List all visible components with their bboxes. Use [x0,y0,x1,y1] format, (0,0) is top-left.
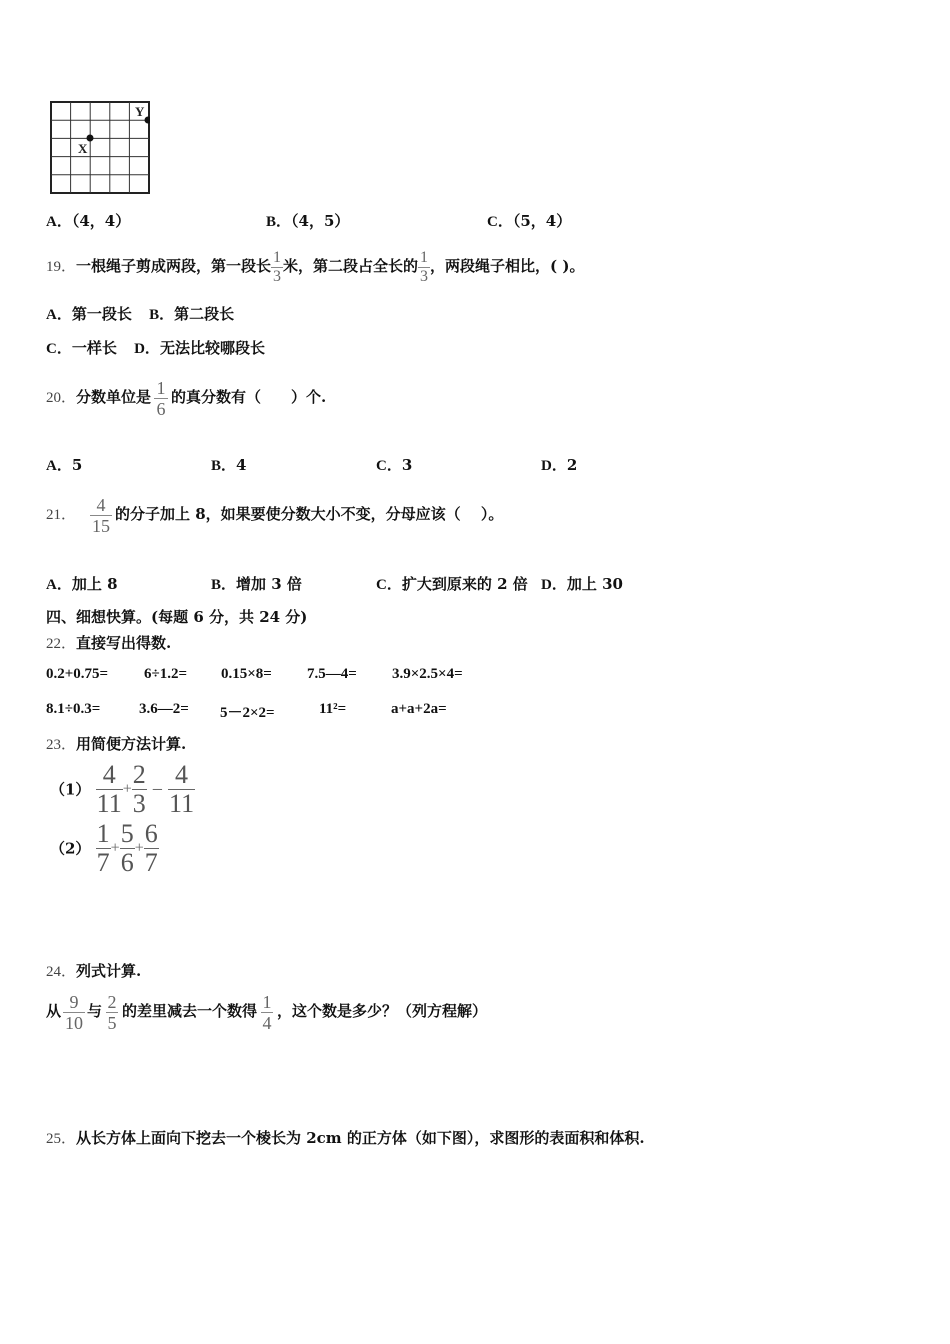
q21-question [46,489,503,540]
option-letter: D． [541,577,567,593]
question-text: 的真分数有（ ）个. [171,388,327,406]
option-text: 3 [401,456,413,474]
denominator: 7 [96,848,110,877]
calc-item: 0.15×8= [221,666,272,682]
question-text: ，两段绳子相比，( )。 [430,257,585,275]
q21-option-a[interactable] [46,574,118,595]
option-letter: A． [46,307,72,323]
fraction [90,496,112,535]
minus-operator: − [151,778,164,801]
option-text: 增加 3 倍 [236,575,302,593]
coordinate-grid-figure [50,101,149,193]
q19-options-row-1 [46,304,234,325]
question-text: 一根绳子剪成两段，第一段长 [76,257,272,275]
fraction [154,379,168,418]
q24-question [46,961,141,982]
question-text: 米，第二段占全长的 [283,257,419,275]
q23-item-2 [50,821,159,876]
question-text: 的分子加上 8，如果要使分数大小不变，分母应该（ ）。 [115,505,504,523]
numerator: 2 [132,760,146,789]
grid-icon [50,101,150,194]
denominator: 7 [144,848,158,877]
fraction [132,762,147,817]
numerator: 1 [273,248,282,266]
q19-option-b[interactable] [149,305,234,323]
problem-text: ，这个数是多少？（列方程解） [277,1002,488,1020]
question-number: 21． [46,507,77,523]
q20-option-b[interactable] [211,455,246,476]
q18-option-a[interactable] [46,211,130,232]
fraction [120,821,135,876]
fraction [96,821,111,876]
option-letter: C． [487,214,513,230]
numerator: 4 [102,760,116,789]
option-text: 5 [71,456,83,474]
numerator: 4 [175,760,189,789]
item-label: （1） [50,780,91,799]
plus-operator: + [134,839,144,857]
fraction [96,762,123,817]
numerator: 1 [420,248,429,266]
option-letter: D． [134,341,160,357]
calc-item: 3.6—2= [139,701,189,717]
option-text: （4，4） [71,212,131,230]
fraction [261,993,273,1032]
fraction [63,993,85,1032]
question-text: 直接写出得数. [76,634,172,652]
denominator: 11 [96,789,122,818]
fraction [168,762,195,817]
numerator: 6 [144,819,158,848]
question-text: 列式计算. [76,962,142,980]
q21-option-d[interactable] [541,574,623,595]
denominator: 4 [262,1012,272,1033]
q23-question [46,734,186,755]
q22-question [46,633,171,654]
q19-question [46,246,584,287]
q24-problem [46,986,487,1036]
option-text: 第一段长 [71,305,132,323]
question-number: 25． [46,1131,77,1147]
option-text: 2 [566,456,578,474]
fraction [106,993,118,1032]
q20-question [46,372,326,423]
option-text: （4，5） [291,212,350,230]
q19-options-row-2 [46,338,265,359]
denominator: 10 [65,1012,84,1033]
option-text: 无法比较哪段长 [159,339,265,357]
question-number: 20． [46,390,77,406]
question-number: 23． [46,737,77,753]
option-letter: B． [266,214,292,230]
calc-item: 11²= [319,701,347,717]
option-text: （5，4） [512,212,572,230]
calc-item: 5－2×2= [220,705,275,721]
calc-item: 0.2+0.75= [46,666,109,682]
option-letter: C． [376,458,402,474]
question-number: 24． [46,964,77,980]
denominator: 5 [107,1012,117,1033]
problem-text: 从 [46,1002,62,1020]
denominator: 3 [273,267,282,285]
fraction [418,250,430,285]
q20-option-a[interactable] [46,455,82,476]
option-text: 第二段长 [174,305,235,323]
option-text: 加上 30 [566,575,623,593]
q19-option-c[interactable] [46,339,117,357]
q23-item-1 [50,762,195,817]
q20-option-d[interactable] [541,455,577,476]
option-letter: C． [376,577,402,593]
q21-option-b[interactable] [211,574,302,595]
denominator: 3 [420,267,429,285]
plus-operator: + [110,839,120,857]
q21-option-c[interactable] [376,574,528,595]
option-letter: B． [211,458,237,474]
numerator: 1 [262,991,272,1012]
question-text: 用简便方法计算. [76,735,187,753]
calc-item: 8.1÷0.3= [46,701,101,717]
option-letter: A． [46,214,72,230]
fraction [144,821,159,876]
denominator: 11 [169,789,195,818]
option-letter: D． [541,458,567,474]
denominator: 6 [156,398,166,419]
numerator: 4 [96,494,106,515]
plus-operator: + [122,780,132,798]
option-letter: A． [46,458,72,474]
q18-option-c[interactable] [487,211,571,232]
denominator: 6 [120,848,134,877]
numerator: 9 [69,991,79,1012]
option-letter: B． [211,577,237,593]
question-text: 分数单位是 [76,388,152,406]
calc-item: a+a+2a= [391,701,447,717]
denominator: 15 [92,515,111,536]
option-text: 扩大到原来的 2 倍 [401,575,528,593]
option-text: 一样长 [71,339,117,357]
calc-item: 7.5—4= [307,666,357,682]
numerator: 5 [120,819,134,848]
q25-question [46,1128,645,1149]
numerator: 1 [156,377,166,398]
svg-text:Y: Y [135,104,145,119]
problem-text: 的差里减去一个数得 [122,1002,258,1020]
option-letter: B． [149,307,175,323]
numerator: 2 [107,991,117,1012]
q20-option-c[interactable] [376,455,412,476]
q19-option-a[interactable] [46,305,132,323]
option-text: 4 [236,456,247,474]
item-label: （2） [50,839,91,858]
option-letter: A． [46,577,72,593]
q18-option-b[interactable] [266,211,349,232]
denominator: 3 [132,789,146,818]
option-letter: C． [46,341,72,357]
fraction [271,250,283,285]
question-number: 19． [46,259,77,275]
q19-option-d[interactable] [134,339,265,357]
option-text: 加上 8 [71,575,118,593]
calc-item: 6÷1.2= [144,666,188,682]
question-text: 从长方体上面向下挖去一个棱长为 2cm 的正方体（如下图），求图形的表面积和体积. [76,1129,645,1147]
numerator: 1 [96,819,110,848]
svg-text:X: X [78,141,88,156]
calc-item: 3.9×2.5×4= [392,666,463,682]
question-number: 22． [46,636,77,652]
problem-text: 与 [87,1002,103,1020]
section-4-title: 四、细想快算。(每题 6 分，共 24 分) [46,608,308,626]
